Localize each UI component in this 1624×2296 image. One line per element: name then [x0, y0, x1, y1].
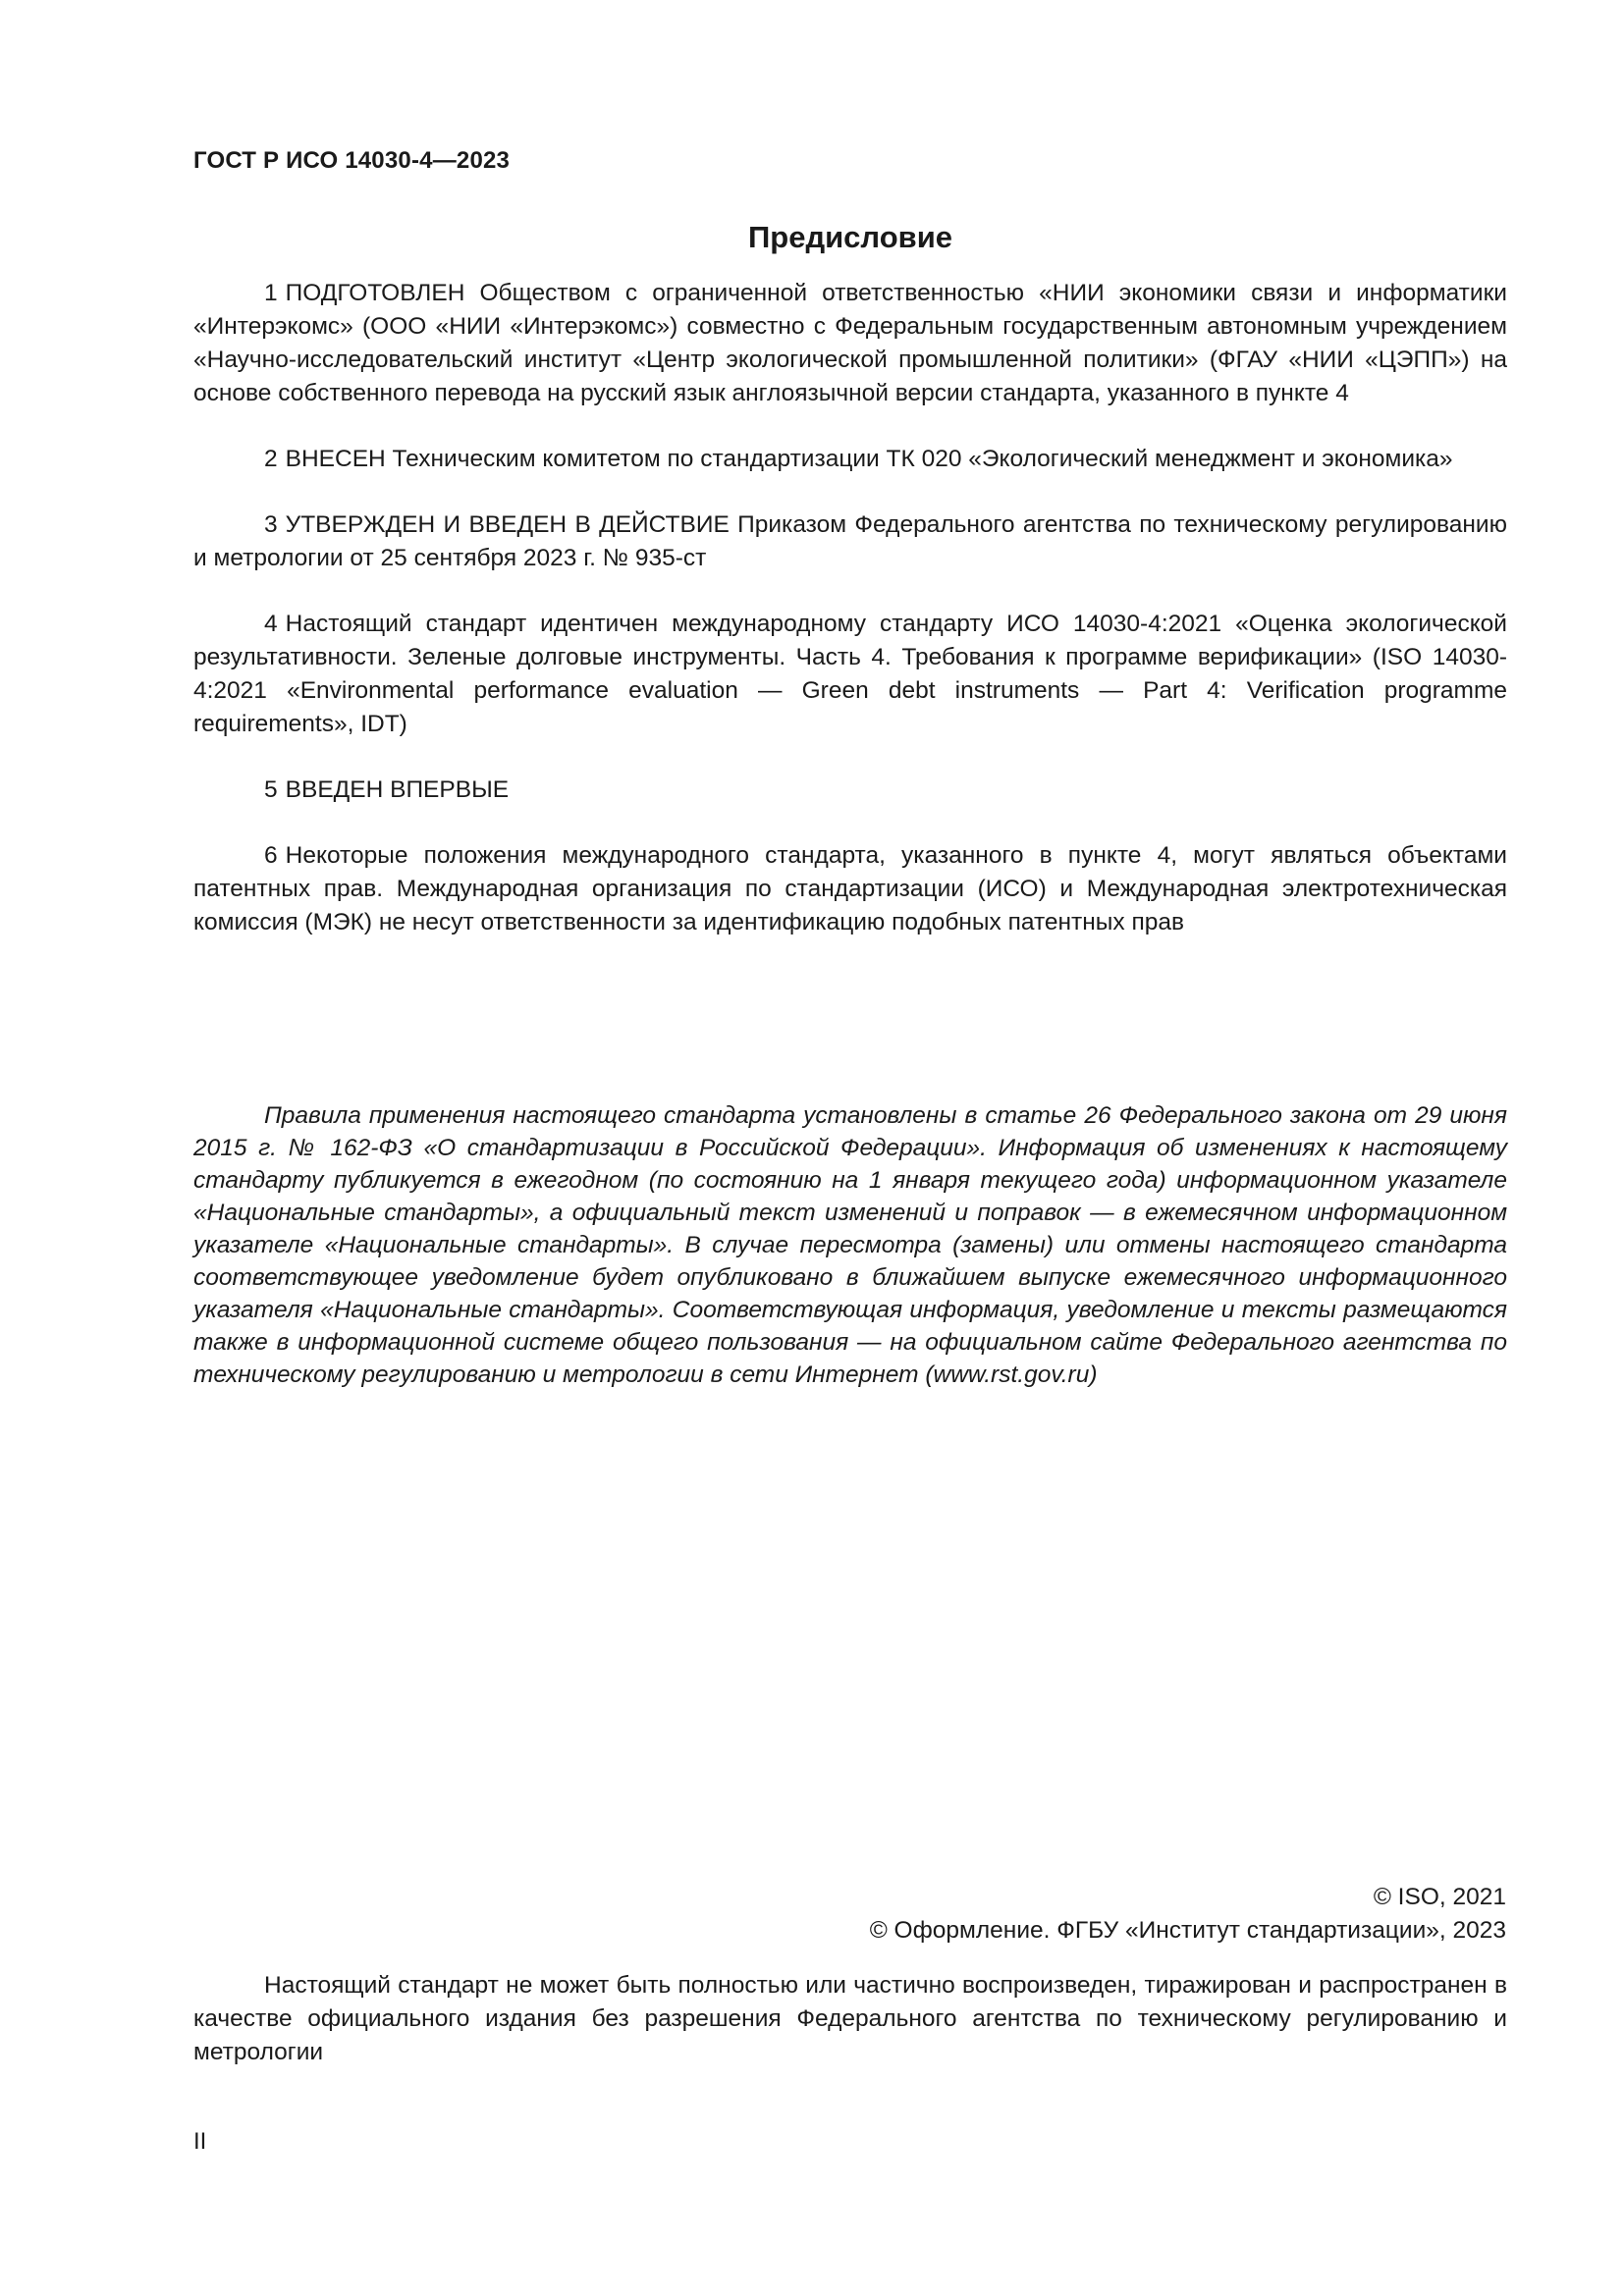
foreword-item-5 [193, 774, 1507, 807]
foreword-item-2 [193, 443, 1507, 476]
copyright-iso: © ISO, 2021 [1373, 1884, 1506, 1910]
foreword-item-3 [193, 508, 1507, 575]
document-code-header: ГОСТ Р ИСО 14030-4—2023 [193, 147, 511, 174]
item-text: ВНЕСЕН Техническим комитетом по стандартизации ТК 020 «Экологический менеджмент и экономика» [285, 446, 1453, 472]
item-number: 3 [264, 511, 278, 538]
application-rules-notice: Правила применения настоящего стандарта установлены в статье 26 Федерального закона от 29 июня 2015 г. № 162-ФЗ «О стандартизации в Российской Федерации». Информация об изменениях к настоящему стандарту публикуется в ежегодном (по состоянию на 1 января текущего года) информационном указателе «Национальные стандарты», а официальный текст изменений и поправок — в ежемесячном информационном указателе «Национальные стандарты». В случае пересмотра (замены) или отмены настоящего стандарта соответствующее уведомление будет опубликовано в ближайшем выпуске ежемесячного информационного указателя «Национальные стандарты». Соответствующая информация, уведомление и тексты размещаются также в информационной системе общего пользования — на официальном сайте Федерального агентства по техническому регулированию и метрологии в сети Интернет (www.rst.gov.ru) [193, 1102, 1507, 1388]
item-number: 1 [264, 280, 278, 306]
copyright-block [870, 1881, 1506, 1948]
item-text: ПОДГОТОВЛЕН Обществом с ограниченной ответственностью «НИИ экономики связи и информатики «Интерэкомс» (ООО «НИИ «Интерэкомс») совместно с Федеральным государственным автономным учреждением «Научно-исследовательский институт «Центр экологической промышленной политики» (ФГАУ «НИИ «ЦЭПП») на основе собственного перевода на русский язык англоязычной версии стандарта, указанного в пункте 4 [193, 280, 1507, 406]
foreword-item-6 [193, 839, 1507, 939]
page-number: II [193, 2128, 207, 2155]
foreword-title: Предисловие [747, 220, 952, 254]
foreword-item-1 [193, 277, 1507, 410]
item-number: 5 [264, 776, 278, 803]
item-number: 2 [264, 446, 278, 472]
item-text: УТВЕРЖДЕН И ВВЕДЕН В ДЕЙСТВИЕ Приказом Федерального агентства по техническому регулированию и метрологии от 25 сентября 2023 г. № 935-ст [193, 511, 1507, 571]
foreword-section [193, 216, 1507, 972]
item-number: 4 [264, 611, 278, 637]
item-number: 6 [264, 842, 278, 869]
foreword-item-4 [193, 608, 1507, 741]
item-text: ВВЕДЕН ВПЕРВЫЕ [285, 776, 510, 803]
item-text: Некоторые положения международного стандарта, указанного в пункте 4, могут являться объектами патентных прав. Международная организация по стандартизации (ИСО) и Международная электротехническая комиссия (МЭК) не несут ответственности за идентификацию подобных патентных прав [193, 842, 1507, 935]
copyright-design: © Оформление. ФГБУ «Институт стандартизации», 2023 [869, 1917, 1506, 1944]
reproduction-rights-notice: Настоящий стандарт не может быть полностью или частично воспроизведен, тиражирован и распространен в качестве официального издания без разрешения Федерального агентства по техническому регулированию и метрологии [193, 1972, 1507, 2065]
item-text: Настоящий стандарт идентичен международному стандарту ИСО 14030-4:2021 «Оценка экологической результативности. Зеленые долговые инструменты. Часть 4. Требования к программе верификации» (ISO 14030-4:2021 «Environmental performance evaluation — Green debt instruments — Part 4: Verification programme requirements», IDT) [193, 611, 1507, 737]
